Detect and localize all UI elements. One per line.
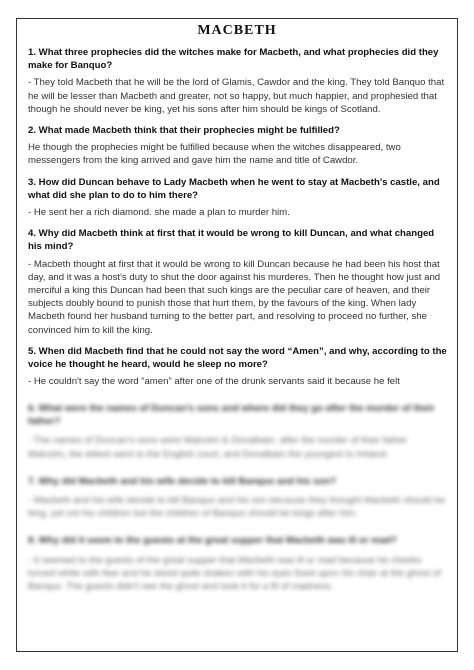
- answer-2: He though the prophecies might be fulfilled because when the witches disappeared, two messengers from the king arrived and gave him the name and title of Cawdor.: [28, 142, 401, 167]
- blurred-answer-7: - Macbeth and his wife decide to kill Banquo and his son because they thought Macbeth should be king, yet not his children but the children of Banquo should be kings after him.: [28, 495, 446, 520]
- blurred-answer-8: - It seemed to the guests of the great supper that Macbeth was ill or mad because he cheeks turned white with fear and he stood quite shaken with his eyes fixed upon his chair at the ghost of Banquo. The guests didn't see the ghost and took it for a fit of madness.: [28, 554, 441, 593]
- qa-content: [28, 46, 448, 396]
- question-1: 1. What three prophecies did the witches make for Macbeth, and what prophecies did they make for Banquo?: [28, 47, 439, 72]
- question-5: 5. When did Macbeth find that he could not say the word “Amen”, and why, according to the voice he thought he heard, would he sleep no more?: [28, 345, 447, 371]
- blurred-preview-section: [28, 402, 448, 607]
- answer-4: - Macbeth thought at first that it would be wrong to kill Duncan because he had been his host that day, and it was a host's duty to shut the door against his murderes. Then he thought how just and merciful a king this Duncan had been that such kings are the peculiar care of heaven, and their subjects doubly bound to punish those that hurt them, by the favours of the king. When lady Macbeth found her husband turning to the better part, and resolving to proceed no further, she convinced him to kill the king.: [28, 258, 441, 336]
- blurred-question-7: 7. Why did Macbeth and his wife decide to kill Banquo and his son?: [28, 475, 337, 487]
- blurred-answer-6: - The names of Duncan's sons were Malcolm & Donalbain. after the murder of their father Malcolm, the eldest went to the English court, and Donalbain the youngest to Ireland.: [28, 435, 408, 460]
- answer-3: - He sent her a rich diamond. she made a plan to murder him.: [28, 207, 290, 219]
- question-3: 3. How did Duncan behave to Lady Macbeth when he went to stay at Macbeth's castle, and what did she plan to do to him there?: [28, 176, 440, 201]
- document-title: MACBETH: [197, 23, 277, 38]
- question-2: 2. What made Macbeth think that their prophecies might be fulfilled?: [28, 125, 340, 137]
- answer-1: - They told Macbeth that he will be the lord of Glamis, Cawdor and the king. They told Banquo that he will be lesser than Macbeth and greater, not so happy, but much happier, and prophesied that though he should never be king, yet his sons after him should be kings of Scotland.: [28, 77, 445, 115]
- answer-5: - He couldn't say the word “amen” after one of the drunk servants said it because he felt: [28, 376, 400, 388]
- question-4: 4. Why did Macbeth think at first that it would be wrong to kill Duncan, and what changed his mind?: [28, 228, 435, 253]
- blurred-question-8: 8. Why did it seem to the guests at the great supper that Macbeth was ill or mad?: [28, 535, 397, 547]
- blurred-question-6: 6. What were the names of Duncan's sons and where did they go after the murder of their father?: [28, 403, 435, 428]
